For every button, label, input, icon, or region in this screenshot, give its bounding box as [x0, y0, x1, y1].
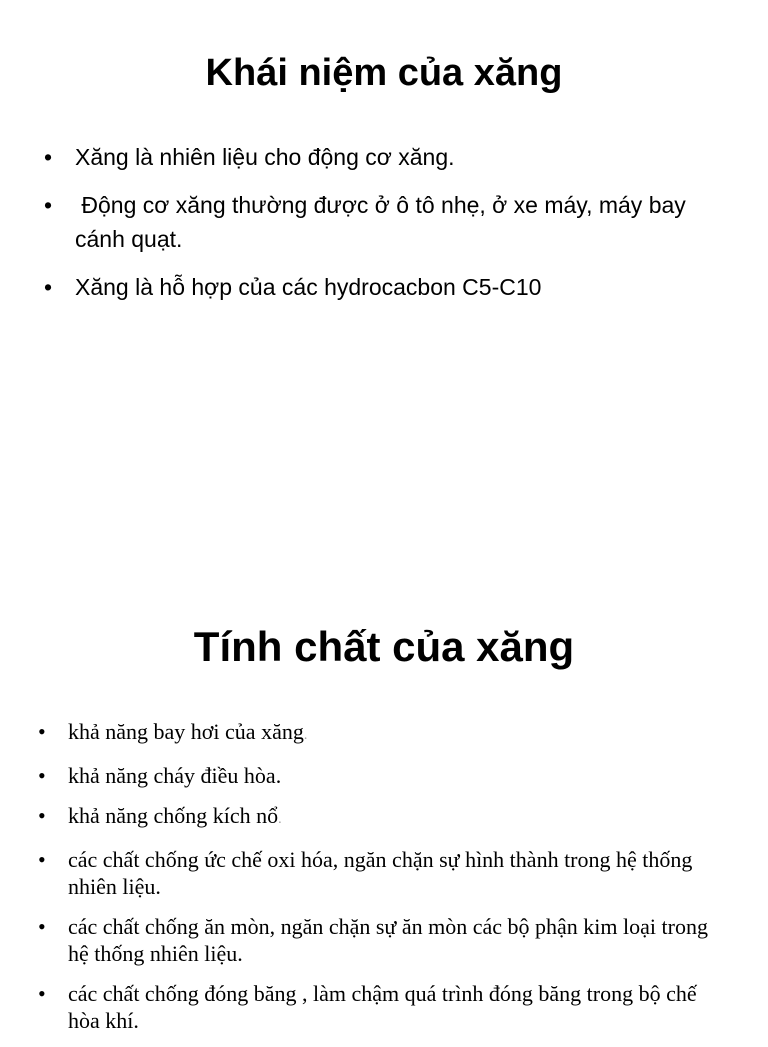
slide-concept — [0, 0, 768, 512]
bullet-icon: • — [38, 803, 46, 828]
slide-properties — [0, 596, 768, 1033]
bullet-icon: • — [38, 719, 46, 744]
list-item-text: các chất chống đóng băng , làm chậm quá trình đóng băng trong bộ chế hòa khí. — [68, 981, 697, 1033]
list-item — [38, 718, 728, 749]
list-item — [38, 980, 728, 1034]
list-item-trail: . — [278, 812, 282, 827]
list-item — [44, 140, 734, 174]
list-item-text: Động cơ xăng thường được ở ô tô nhẹ, ở xe máy, máy bay cánh quạt. — [75, 192, 693, 252]
list-item — [38, 913, 728, 967]
list-item-text: Xăng là nhiên liệu cho động cơ xăng. — [75, 144, 455, 170]
list-item — [38, 846, 728, 900]
bullet-icon: • — [44, 144, 53, 170]
slide-title: Khái niệm của xăng — [205, 52, 563, 94]
list-item — [38, 762, 728, 789]
bullet-list — [44, 140, 734, 318]
list-item-text: các chất chống ức chế oxi hóa, ngăn chặn sự hình thành trong hệ thống nhiên liệu. — [68, 847, 693, 899]
list-item — [44, 270, 734, 304]
bullet-icon: • — [38, 914, 46, 939]
list-item-text: khả năng chống kích nổ — [68, 803, 279, 828]
list-item-text: các chất chống ăn mòn, ngăn chặn sự ăn mòn các bộ phận kim loại trong hệ thống nhiên liệu. — [68, 914, 708, 966]
bullet-list — [38, 718, 728, 1047]
slide-title: Tính chất của xăng — [193, 623, 575, 670]
bullet-icon: • — [38, 763, 46, 788]
bullet-icon: • — [44, 274, 53, 300]
list-item — [44, 188, 734, 256]
list-item — [38, 802, 728, 833]
list-item-text: khả năng bay hơi của xăng — [68, 719, 304, 744]
bullet-icon: • — [44, 192, 53, 218]
list-item-trail: . — [303, 728, 308, 743]
bullet-icon: • — [38, 981, 46, 1006]
list-item-text: khả năng cháy điều hòa. — [68, 763, 282, 788]
bullet-icon: • — [38, 847, 46, 872]
list-item-text: Xăng là hỗ hợp của các hydrocacbon C5-C10 — [75, 274, 542, 300]
